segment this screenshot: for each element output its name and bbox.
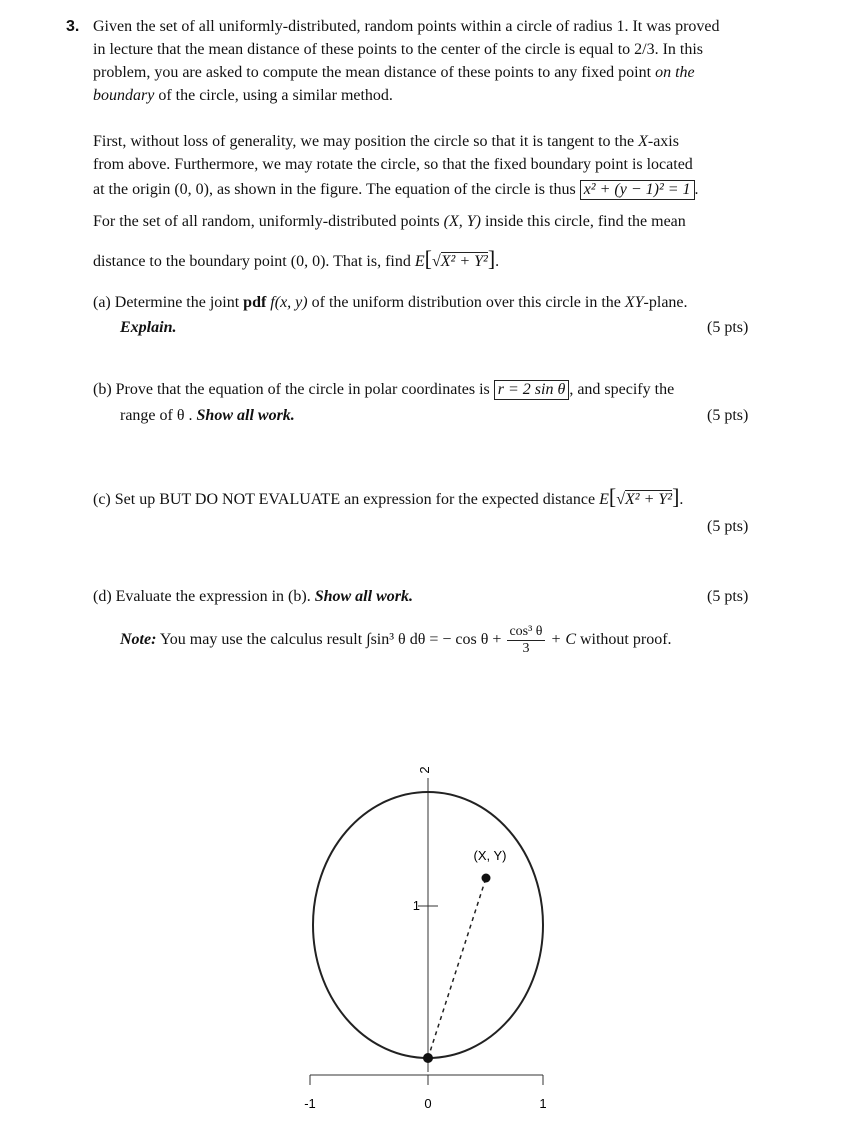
part-a-explain: Explain. [120, 319, 177, 336]
x-tick-label-0: 0 [424, 1096, 432, 1111]
part-a-line-1: (a) Determine the joint pdf f(x, y) of the uniform distribution over this circle in the XY-plane. [93, 294, 688, 311]
intro-line-2: in lecture that the mean distance of these points to the center of the circle is equal to 2/3. In this [93, 41, 704, 58]
x-tick-label-neg1: -1 [304, 1096, 316, 1111]
expectation-expr: X² + Y² [440, 253, 488, 270]
para2-line-5: distance to the boundary point (0, 0). That is, find E[√X² + Y²]. [93, 246, 500, 271]
point-xy-marker [482, 874, 491, 883]
part-c-line-1: (c) Set up BUT DO NOT EVALUATE an expression for the expected distance E[√X² + Y²]. [93, 484, 684, 509]
part-d-line-1: (d) Evaluate the expression in (b). Show all work. [93, 588, 413, 605]
intro-line-1: Given the set of all uniformly-distributed, random points within a circle of radius 1. It was proved [93, 18, 720, 35]
origin-marker [423, 1053, 433, 1063]
intro-line-3: problem, you are asked to compute the mean distance of these points to any fixed point on the [93, 64, 695, 81]
para2-line-2: from above. Furthermore, we may rotate the circle, so that the fixed boundary point is located [93, 156, 693, 173]
part-d-note: Note: You may use the calculus result ∫sin³ θ dθ = − cos θ + $\frac{\text{cos³ θ}}{3}$ + C without proof. [120, 624, 672, 656]
intro-line-4: boundary of the circle, using a similar method. [93, 87, 393, 104]
para2-line-1: First, without loss of generality, we may position the circle so that it is tangent to the X-axis [93, 133, 679, 150]
part-b-line-2: range of θ . Show all work. [120, 407, 295, 424]
part-c-expr: X² + Y² [625, 491, 673, 508]
y-tick-label-2: 2 [417, 766, 432, 774]
part-d-label: (d) [93, 588, 112, 605]
intro-emphasis-boundary: boundary [93, 87, 155, 104]
part-c-points: (5 pts) [707, 518, 749, 535]
fxy: f(x, y) [270, 294, 308, 311]
part-b-label: (b) [93, 381, 112, 398]
problem-number: 3. [66, 18, 80, 35]
intro-emphasis-on-the: on the [655, 64, 695, 81]
part-b-points: (5 pts) [707, 407, 749, 424]
circle-equation-box: x² + (y − 1)² = 1 [580, 180, 695, 200]
part-b-line-1: (b) Prove that the equation of the circle in polar coordinates is r = 2 sin θ , and specify the [93, 381, 675, 398]
fraction: $\frac{\text{cos³ θ}}{3}$ [509, 624, 543, 656]
part-a-points: (5 pts) [707, 319, 749, 336]
integral-formula: ∫sin³ θ dθ = − cos θ + [366, 631, 502, 649]
origin-coord: (0, 0) [174, 181, 209, 198]
polar-equation-box: r = 2 sin θ [494, 380, 570, 400]
para2-line-3: at the origin (0, 0), as shown in the figure. The equation of the circle is thus x² + (y − 1)² = 1 . [93, 181, 699, 198]
part-d-points: (5 pts) [707, 588, 749, 605]
x-tick-label-1: 1 [539, 1096, 547, 1111]
part-a-label: (a) [93, 294, 111, 311]
point-label: (X, Y) [473, 848, 507, 863]
part-b-show: Show all work. [196, 407, 295, 424]
para2-line-4: For the set of all random, uniformly-distributed points (X, Y) inside this circle, find the mean [93, 213, 686, 230]
distance-line [428, 878, 486, 1058]
part-c-label: (c) [93, 491, 111, 508]
y-tick-label-1: 1 [412, 898, 420, 913]
expectation-E: E [414, 253, 425, 270]
point-xy: (X, Y) [443, 213, 481, 230]
pdf-term: pdf [243, 294, 267, 311]
